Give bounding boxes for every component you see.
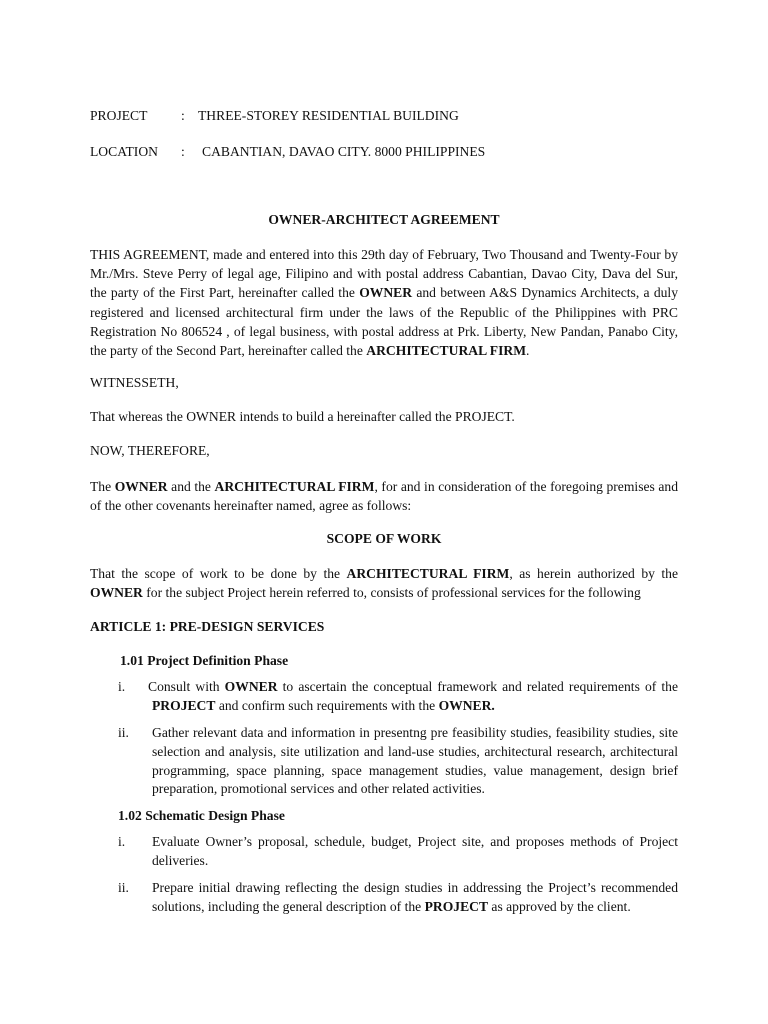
consideration-paragraph (90, 477, 678, 515)
section-1-02-i-text: Evaluate Owner’s proposal, schedule, budget, Project site, and proposes methods of Project deliveries. (152, 834, 678, 868)
consideration-text-2: and the (167, 479, 215, 494)
intro-text-1: THIS AGREEMENT, made and entered into this 29th day of February, Two Thousand and Twenty-Four by Mr./Mrs. Steve Perry of legal age, Filipino and with postal address Cabantian, Davao City, Dava del Sur, the party of the First Part, hereinafter called the (90, 247, 678, 301)
consideration-text-3: , for and in consideration of the foregoing premises and of the other covenants hereinafter named, agree as follows: (90, 479, 679, 514)
location-colon: : (181, 144, 185, 159)
witnesseth: WITNESSETH, (90, 375, 179, 390)
scope-owner: OWNER (90, 585, 143, 601)
intro-paragraph (90, 245, 678, 360)
s101-i-text-3: and confirm such requirements with the (215, 697, 439, 713)
section-1-01-ii-number: ii. (118, 725, 129, 740)
project-value: THREE-STOREY RESIDENTIAL BUILDING (198, 108, 459, 123)
project-label: PROJECT (90, 108, 148, 123)
scope-text-3: for the subject Project herein referred to, consists of professional services for the following (142, 585, 641, 601)
s102-ii-text-1: Prepare initial drawing reflecting the design studies in addressing the Project’s recommended solutions, including the general description of the (152, 880, 678, 914)
s101-i-text-1: Consult with (148, 679, 225, 694)
section-1-01-heading: 1.01 Project Definition Phase (120, 653, 289, 668)
section-1-02-i-number: i. (118, 834, 126, 849)
s101-i-text-2: to ascertain the conceptual framework and related requirements of the (277, 679, 678, 694)
intro-firm: ARCHITECTURAL FIRM (366, 343, 527, 359)
scope-title: SCOPE OF WORK (326, 531, 442, 546)
s101-i-owner: OWNER (224, 679, 278, 694)
agreement-title: OWNER-ARCHITECT AGREEMENT (268, 212, 500, 227)
whereas-paragraph: That whereas the OWNER intends to build a hereinafter called the PROJECT. (90, 409, 515, 424)
s101-i-project: PROJECT (152, 697, 216, 713)
scope-paragraph (90, 564, 678, 602)
location-label: LOCATION (90, 144, 158, 159)
article-1-heading: ARTICLE 1: PRE-DESIGN SERVICES (90, 619, 325, 634)
section-1-02-ii-text (152, 879, 678, 917)
scope-firm: ARCHITECTURAL FIRM (346, 566, 510, 581)
section-1-01-i-number: i. (118, 679, 126, 694)
consideration-firm: ARCHITECTURAL FIRM (214, 479, 375, 494)
section-1-01-ii-text: Gather relevant data and information in presentng pre feasibility studies, feasibility studies, site selection and analysis, site utilization and land-use studies, architectural research, architectural programming, space planning, space management studies, value management, design brief preparation, promotional services and other related activities. (152, 725, 678, 797)
section-1-01-i-text (148, 678, 678, 716)
intro-text-2: and between A&S Dynamics Architects, a duly registered and licensed architectural firm under the laws of the Republic of the Philippines with PRC Registration No 806524 , of legal business, with postal address at Prk. Liberty, New Pandan, Panabo City, the party of the Second Part, hereinafter called the (90, 285, 679, 359)
scope-text-1: That the scope of work to be done by the (90, 566, 347, 581)
consideration-text-1: The (90, 479, 115, 494)
s102-ii-text-2: as approved by the client. (488, 898, 631, 914)
now-therefore: NOW, THEREFORE, (90, 443, 210, 458)
location-value: CABANTIAN, DAVAO CITY. 8000 PHILIPPINES (202, 144, 486, 159)
intro-text-3: . (526, 343, 530, 359)
project-colon: : (181, 108, 185, 123)
section-1-02-ii-number: ii. (118, 880, 129, 895)
consideration-owner: OWNER (114, 479, 168, 494)
s101-i-owner-2: OWNER. (438, 697, 495, 713)
intro-owner: OWNER (359, 285, 413, 301)
scope-text-2: , as herein authorized by the (509, 566, 678, 581)
s102-ii-project: PROJECT (424, 898, 489, 914)
section-1-02-heading: 1.02 Schematic Design Phase (118, 808, 285, 823)
